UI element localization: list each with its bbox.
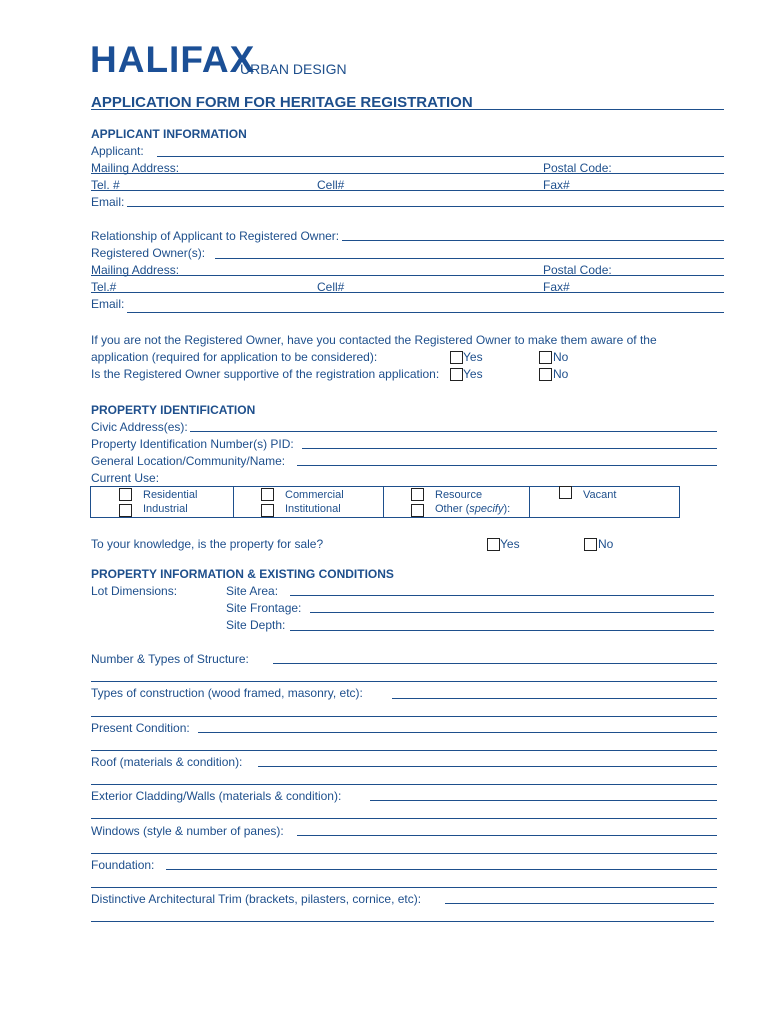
- halifax-logo: HALIFAX: [90, 39, 256, 80]
- institutional-checkbox[interactable]: [261, 504, 274, 517]
- owner-mailing-field[interactable]: [91, 275, 724, 276]
- fax-label: Fax#: [543, 178, 570, 192]
- supportive-yes-label: Yes: [463, 367, 483, 381]
- email-label: Email:: [91, 195, 125, 209]
- owner-email-field[interactable]: [127, 312, 724, 313]
- industrial-label: Industrial: [143, 503, 188, 515]
- present-condition-field[interactable]: [198, 732, 717, 733]
- contacted-no-label: No: [553, 350, 569, 364]
- contacted-yes-checkbox[interactable]: [450, 351, 463, 364]
- relationship-field[interactable]: [342, 240, 724, 241]
- foundation-label: Foundation:: [91, 858, 155, 872]
- present-condition-label: Present Condition:: [91, 721, 190, 735]
- general-location-label: General Location/Community/Name:: [91, 454, 286, 468]
- cell-label: Cell#: [317, 178, 345, 192]
- title-rule: [91, 109, 724, 110]
- construction-field-line2[interactable]: [91, 716, 717, 717]
- current-use-label: Current Use:: [91, 471, 160, 485]
- site-area-label: Site Area:: [226, 584, 279, 598]
- supportive-yes-checkbox[interactable]: [450, 368, 463, 381]
- trim-field[interactable]: [445, 903, 714, 904]
- applicant-label: Applicant:: [91, 144, 144, 158]
- owner-email-label: Email:: [91, 297, 125, 311]
- pid-label: Property Identification Number(s) PID:: [91, 437, 294, 451]
- owner-cell-label: Cell#: [317, 280, 345, 294]
- site-depth-field[interactable]: [290, 630, 714, 631]
- mailing-address-label: Mailing Address:: [91, 161, 180, 175]
- consent-line2: application (required for application to be considered):: [91, 350, 378, 364]
- supportive-no-checkbox[interactable]: [539, 368, 552, 381]
- registered-owner-label: Registered Owner(s):: [91, 246, 206, 260]
- other-checkbox[interactable]: [411, 504, 424, 517]
- applicant-field[interactable]: [157, 156, 724, 157]
- owner-tel-label: Tel.#: [91, 280, 117, 294]
- resource-checkbox[interactable]: [411, 488, 424, 501]
- for-sale-no-checkbox[interactable]: [584, 538, 597, 551]
- other-label: Other (specify):: [435, 503, 511, 515]
- use-column-divider: [529, 487, 530, 517]
- logo-subtitle: URBAN DESIGN: [240, 61, 347, 77]
- conditions-heading: PROPERTY INFORMATION & EXISTING CONDITIONS: [91, 567, 394, 581]
- for-sale-no-label: No: [598, 537, 614, 551]
- contacted-no-checkbox[interactable]: [539, 351, 552, 364]
- windows-field-line2[interactable]: [91, 853, 717, 854]
- owner-tel-cell-fax-field[interactable]: [91, 292, 724, 293]
- property-heading: PROPERTY IDENTIFICATION: [91, 403, 256, 417]
- email-field[interactable]: [127, 206, 724, 207]
- owner-postal-label: Postal Code:: [543, 263, 612, 277]
- owner-mailing-label: Mailing Address:: [91, 263, 180, 277]
- windows-field[interactable]: [297, 835, 717, 836]
- page-title: APPLICATION FORM FOR HERITAGE REGISTRATION: [91, 94, 473, 111]
- consent-line1: If you are not the Registered Owner, have you contacted the Registered Owner to make them aware of the: [91, 333, 657, 347]
- pid-field[interactable]: [302, 448, 717, 449]
- site-depth-label: Site Depth:: [226, 618, 286, 632]
- roof-field[interactable]: [258, 766, 717, 767]
- registered-owner-field[interactable]: [215, 258, 724, 259]
- tel-cell-fax-field[interactable]: [91, 190, 724, 191]
- contacted-yes-label: Yes: [463, 350, 483, 364]
- resource-label: Resource: [435, 489, 483, 501]
- institutional-label: Institutional: [285, 503, 341, 515]
- roof-label: Roof (materials & condition):: [91, 755, 243, 769]
- cladding-field-line2[interactable]: [91, 818, 717, 819]
- for-sale-label: To your knowledge, is the property for sale?: [91, 537, 324, 551]
- site-area-field[interactable]: [290, 595, 714, 596]
- roof-field-line2[interactable]: [91, 784, 717, 785]
- structures-field[interactable]: [273, 663, 717, 664]
- use-column-divider: [233, 487, 234, 517]
- foundation-field[interactable]: [166, 869, 717, 870]
- windows-label: Windows (style & number of panes):: [91, 824, 284, 838]
- construction-label: Types of construction (wood framed, masonry, etc):: [91, 686, 363, 700]
- foundation-field-line2[interactable]: [91, 887, 717, 888]
- owner-fax-label: Fax#: [543, 280, 570, 294]
- cladding-field[interactable]: [370, 800, 717, 801]
- construction-field[interactable]: [392, 698, 717, 699]
- vacant-label: Vacant: [583, 489, 617, 501]
- lot-dimensions-label: Lot Dimensions:: [91, 584, 178, 598]
- residential-label: Residential: [143, 489, 198, 501]
- present-condition-field-line2[interactable]: [91, 750, 717, 751]
- residential-checkbox[interactable]: [119, 488, 132, 501]
- mailing-address-field[interactable]: [91, 173, 724, 174]
- postal-code-label: Postal Code:: [543, 161, 612, 175]
- trim-field-line2[interactable]: [91, 921, 714, 922]
- industrial-checkbox[interactable]: [119, 504, 132, 517]
- structures-field-line2[interactable]: [91, 681, 717, 682]
- current-use-table: [90, 486, 680, 518]
- relationship-label: Relationship of Applicant to Registered Owner:: [91, 229, 340, 243]
- vacant-checkbox[interactable]: [559, 486, 572, 499]
- consent-line3: Is the Registered Owner supportive of the registration application:: [91, 367, 440, 381]
- site-frontage-label: Site Frontage:: [226, 601, 302, 615]
- commercial-label: Commercial: [285, 489, 344, 501]
- applicant-heading: APPLICANT INFORMATION: [91, 127, 247, 141]
- supportive-no-label: No: [553, 367, 569, 381]
- for-sale-yes-checkbox[interactable]: [487, 538, 500, 551]
- civic-address-field[interactable]: [190, 431, 717, 432]
- general-location-field[interactable]: [297, 465, 717, 466]
- tel-label: Tel. #: [91, 178, 120, 192]
- use-column-divider: [383, 487, 384, 517]
- structures-label: Number & Types of Structure:: [91, 652, 249, 666]
- commercial-checkbox[interactable]: [261, 488, 274, 501]
- cladding-label: Exterior Cladding/Walls (materials & condition):: [91, 789, 342, 803]
- trim-label: Distinctive Architectural Trim (brackets, pilasters, cornice, etc):: [91, 892, 422, 906]
- civic-address-label: Civic Address(es):: [91, 420, 188, 434]
- for-sale-yes-label: Yes: [500, 537, 520, 551]
- site-frontage-field[interactable]: [310, 612, 714, 613]
